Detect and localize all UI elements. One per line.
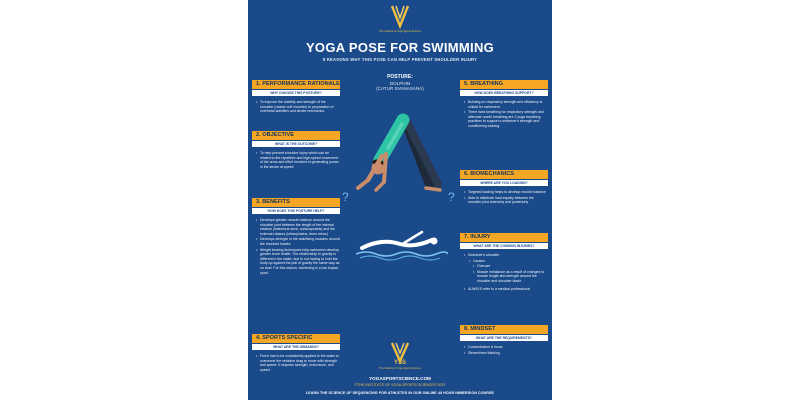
yss-logo-icon	[386, 4, 414, 30]
list-item: • Able to distribute load equally between the shoulder joint anteriorly and posteriorly	[465, 196, 548, 205]
section-subtitle: WHAT ARE THE DEMANDS?	[252, 344, 340, 350]
section-title: 4. SPORTS SPECIFIC	[252, 334, 340, 343]
question-mark-icon: ?	[448, 190, 455, 204]
section-title: 2. OBJECTIVE	[252, 131, 340, 140]
section-subtitle: WHAT ARE THE COMMON INJURIES?	[460, 243, 548, 249]
list-item: • To improve the stability and strength of the shoulder (rotator cuff muscles) in preparation of overhead activities and stroke mechanics.	[257, 100, 340, 114]
section-benefits	[252, 198, 340, 276]
list-item: • To help prevent shoulder injury which can be related to the repetitive and high-speed movement of the arms and effort involved in generating power in the stroke at speed	[257, 151, 340, 169]
logo-wordmark: YSS	[393, 360, 406, 366]
list-item: • Building on respiratory strength and efficiency is critical for swimmers.	[465, 100, 548, 109]
logo-subtitle: The Institute of Yoga Sports Science	[379, 30, 421, 33]
section-performance-rationale	[252, 80, 340, 115]
section-subtitle: WHAT ARE THE REQUIREMENTS?	[460, 335, 548, 341]
section-breathing	[460, 80, 548, 130]
list-item: • Force has to be consistently applied to the water to overcome the resistive drag to move with strength and speed. It requires strength, endurance, and speed.	[257, 354, 340, 372]
section-sports-specific	[252, 334, 340, 373]
section-title: 6. BIOMECHANICS	[460, 170, 548, 179]
section-subtitle: HOW DOES THIS POSTURE HELP?	[252, 208, 340, 214]
page-title: YOGA POSE FOR SWIMMING	[305, 40, 495, 55]
posture-name: DOLPHIN	[389, 80, 411, 86]
section-injury	[460, 233, 548, 292]
infographic-poster	[248, 0, 552, 400]
section-title: 7. INJURY	[460, 233, 548, 242]
logo-subtitle: The Institute of Yoga Sports Science	[379, 367, 421, 370]
footer-cta: LEARN THE SCIENCE OF SEQUENCING FOR ATHLETES IN OUR ONLINE 40 HOUR IMMERSION COURSE	[306, 391, 494, 395]
list-item: • Streamlined thinking	[465, 351, 548, 356]
section-objective	[252, 131, 340, 170]
posture-sanskrit: (CATUR SVANASANA)	[376, 86, 424, 92]
list-item: • Weight bearing techniques help swimmers develop greater bone health. The relationship to gravity is different in the water, due to not having to hold the body up against the pull of gravity the same way as on land. For this reason, swimming is a low impact sport.	[257, 248, 340, 276]
list-item: • Overuse	[465, 264, 548, 269]
website-link[interactable]: YOGASPORTSCIENCE.COM	[369, 376, 431, 381]
question-mark-icon: ?	[342, 190, 349, 204]
list-item: • Muscle imbalance as a result of changes to muscle length and strength around the shoulder and shoulder blade	[465, 270, 548, 284]
swimmer-icon	[352, 228, 448, 262]
list-item: • There hard breathing for respiratory strength and alternate nostril breathing are 2 yoga breathing practices to support a swimmer's strength and conditioning training.	[465, 110, 548, 128]
section-title: 1. PERFORMANCE RATIONALE	[252, 80, 340, 89]
section-title: 5. BREATHING	[460, 80, 548, 89]
section-title: 8. MINDSET	[460, 325, 548, 334]
list-item: • Swimmer's shoulder	[465, 253, 548, 258]
section-subtitle: HOW DOES BREATHING SUPPORT?	[460, 90, 548, 96]
section-biomechanics	[460, 170, 548, 206]
posture-label: POSTURE:	[387, 74, 413, 80]
section-subtitle: WHY CHOOSE THIS POSTURE?	[252, 90, 340, 96]
section-mindset	[460, 325, 548, 356]
page-subtitle: 8 REASONS WHY THIS POSE CAN HELP PREVENT SHOULDER INJURY	[322, 57, 478, 62]
yoga-pose-illustration	[346, 108, 456, 198]
list-item: • Causes	[465, 259, 548, 264]
section-title: 3. BENEFITS	[252, 198, 340, 207]
section-subtitle: WHERE ARE YOU LOADING?	[460, 180, 548, 186]
list-item: • ALWAYS refer to a medical professional	[465, 287, 548, 292]
list-item: • Develops greater muscle balance around the shoulder joint between the length of the internal rotators (latissimus dorsi, subscapularis) and the external rotators (infraspinatus, teres minor)	[257, 218, 340, 236]
copyright-text: ©THE INSTITUTE OF YOGA SPORTS SCIENCE® 2022	[354, 383, 446, 387]
list-item: • Develops strength in the stabilising muscles around the shoulder blades	[257, 237, 340, 246]
section-subtitle: WHAT IS THE OUTCOME?	[252, 141, 340, 147]
list-item: • Concentration & focus	[465, 345, 548, 350]
list-item: • Targeted loading helps to develop muscle balance	[465, 190, 548, 195]
posture-label-block	[368, 74, 432, 92]
